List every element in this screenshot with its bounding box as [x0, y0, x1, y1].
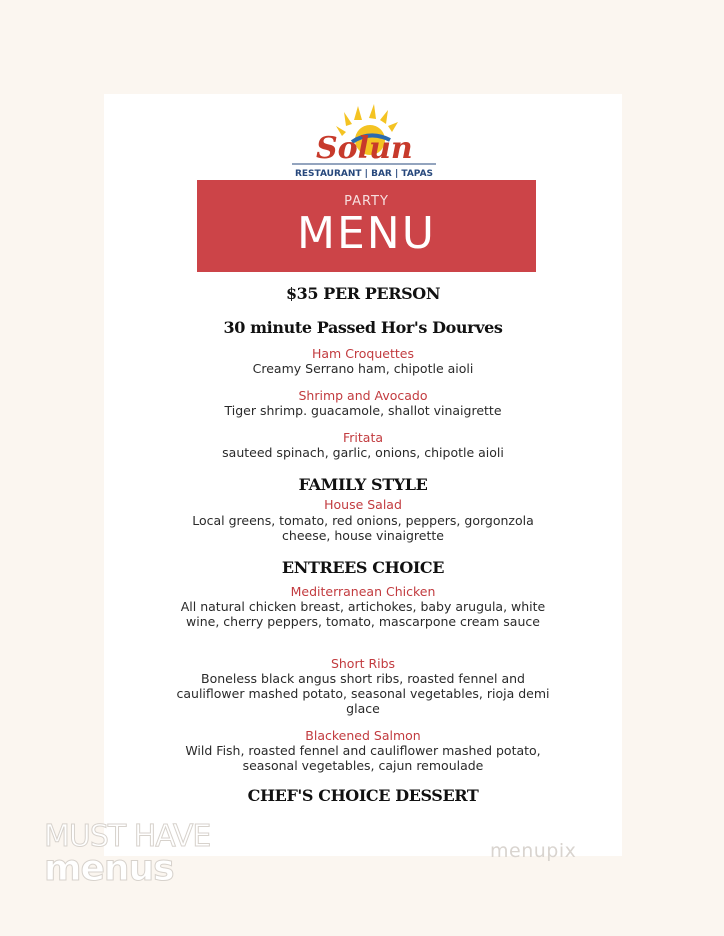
banner-large-label: MENU [297, 208, 436, 259]
watermark-line1: MUST HAVE [44, 819, 211, 854]
item-name: House Salad [324, 497, 402, 512]
logo-tagline: RESTAURANT | BAR | TAPAS [294, 169, 434, 179]
watermark-line2: menus [44, 848, 174, 889]
item-desc: Wild Fish, roasted fennel and cauliflower mashed potato, [185, 743, 541, 758]
section-title-passed: 30 minute Passed Hor's Dourves [223, 318, 503, 337]
item-desc: seasonal vegetables, cajun remoulade [242, 758, 484, 773]
section-title-entrees: ENTREES CHOICE [281, 558, 445, 577]
item-desc: wine, cherry peppers, tomato, mascarpone cream sauce [186, 614, 540, 629]
item-name: Ham Croquettes [311, 346, 414, 361]
item-name: Mediterranean Chicken [290, 584, 436, 599]
item-desc: cheese, house vinaigrette [282, 528, 444, 543]
logo-script: Solun [316, 131, 413, 166]
item-name: Fritata [342, 430, 383, 445]
item-name: Short Ribs [330, 656, 396, 671]
item-desc: Local greens, tomato, red onions, peppers, gorgonzola [192, 513, 534, 528]
musthavemenus-watermark [44, 819, 211, 889]
party-menu-banner [197, 180, 536, 272]
menu-page [104, 94, 622, 856]
price-heading: $35 PER PERSON [285, 284, 441, 303]
item-desc: Boneless black angus short ribs, roasted fennel and [201, 671, 525, 686]
item-name: Blackened Salmon [305, 728, 421, 743]
item-desc: glace [346, 701, 380, 716]
item-desc: All natural chicken breast, artichokes, baby arugula, white [180, 599, 546, 614]
item-desc: Tiger shrimp. guacamole, shallot vinaigrette [224, 403, 502, 418]
sun-logo-icon [290, 100, 438, 180]
section-title-dessert: CHEF'S CHOICE DESSERT [247, 786, 479, 805]
item-desc: sauteed spinach, garlic, onions, chipotle aioli [222, 445, 504, 460]
item-desc: cauliflower mashed potato, seasonal vegetables, rioja demi [176, 686, 550, 701]
solun-logo [290, 100, 438, 180]
item-name: Shrimp and Avocado [298, 388, 428, 403]
banner-small-label: PARTY [344, 194, 389, 209]
section-title-family: FAMILY STYLE [298, 475, 428, 494]
item-desc: Creamy Serrano ham, chipotle aioli [252, 361, 474, 376]
menupix-watermark: menupix [490, 840, 577, 862]
